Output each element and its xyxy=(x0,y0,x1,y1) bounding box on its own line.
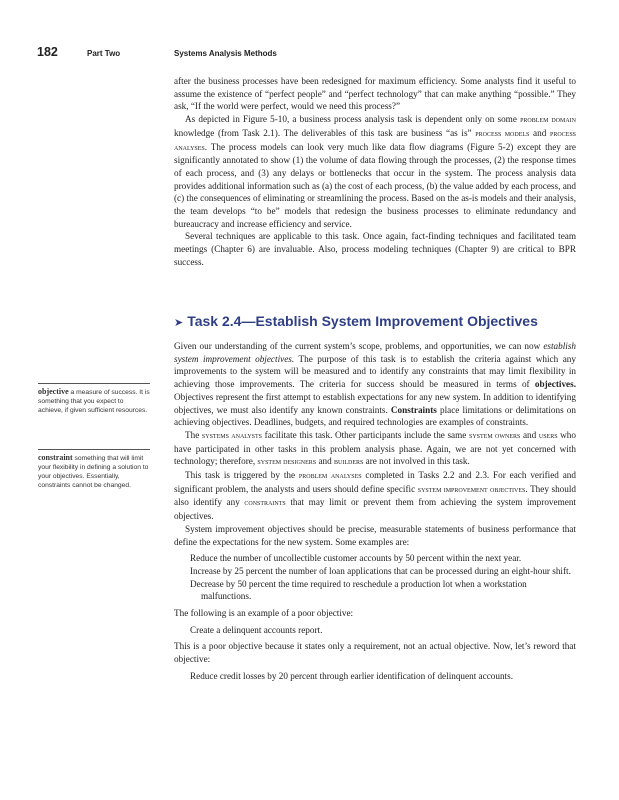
poor-example xyxy=(174,624,576,637)
definition-term: constraint xyxy=(38,453,73,462)
paragraph: Several techniques are applicable to this task. Once again, fact-finding techniques and facilitated team meetings (Chapter 6) are invaluable. Also, process modeling techniques (Chapter 9) are critical to BPR success. xyxy=(174,231,576,267)
paragraph: The following is an example of a poor objective: xyxy=(174,608,354,619)
margin-definition xyxy=(38,449,150,490)
paragraph: As depicted in Figure 5-10, a business process analysis task is dependent only on some problem domain knowledge (from Task 2.1). The deliverables of this task are business “as is” process models and process analyses. The process models can look very much like data flow diagrams (Figure 5-2) except they are significantly annotated to show (1) the volume of data flowing through the processes, (2) the response times of each process, and (3) any delays or bottlenecks that occur in the system. The process analysis data provides additional information such as (a) the cost of each process, (b) the value added by each process, and (c) the consequences of eliminating or streamlining the process. Based on the as-is models and their analysis, the team develops “to be” models that redesign the business processes to eliminate redundancy and bureaucracy and increase efficiency and service. xyxy=(174,114,576,229)
top-text xyxy=(174,75,576,269)
list-item: Create a delinquent accounts report. xyxy=(190,624,323,635)
definition-text: something that will limit your flexibility in defining a solution to your objectives. Essentially, constraints cannot be changed. xyxy=(38,455,149,489)
paragraph: System improvement objectives should be precise, measurable statements of business performance that define the expectations for the new system. Some examples are: xyxy=(174,523,576,547)
examples-list xyxy=(174,552,576,603)
body-text xyxy=(174,340,576,687)
section-title: Systems Analysis Methods xyxy=(174,49,277,58)
paragraph: This is a poor objective because it states only a requirement, not an actual objective. Now, let’s reword that objective: xyxy=(174,641,576,665)
good-example xyxy=(174,670,576,683)
section-heading: ➤ Task 2.4—Establish System Improvement Objectives xyxy=(174,313,538,329)
page-number: 182 xyxy=(37,45,58,59)
list-item: Reduce the number of uncollectible customer accounts by 50 percent within the next year. xyxy=(190,553,522,564)
list-item: Reduce credit losses by 20 percent through earlier identification of delinquent accounts. xyxy=(190,670,513,681)
definition-term: objective xyxy=(38,387,69,396)
paragraph: Given our understanding of the current system’s scope, problems, and opportunities, we can now establish system improvement objectives. The purpose of this task is to establish the criteria against which any improvements to the system will be measured and to identify any constraints that may limit flexibility in achieving those improvements. The criteria for success should be measured in terms of objectives. Objectives represent the first attempt to establish expectations for any new system. In addition to identifying objectives, we must also identify any known constraints. Constraints place limitations or delimitations on achieving objectives. Deadlines, budgets, and required technologies are examples of constraints. xyxy=(174,341,576,428)
margin-definition xyxy=(38,383,150,415)
definition-text: a measure of success. It is something that you expect to achieve, if given sufficient resources. xyxy=(38,389,150,414)
list-item: Increase by 25 percent the number of loan applications that can be processed during an eight-hour shift. xyxy=(190,565,571,576)
paragraph: after the business processes have been redesigned for maximum efficiency. Some analysts find it useful to assume the existence of “perfect people” and “perfect technology” that can make anything “possible.” They ask, “If the world were perfect, would we need this process?” xyxy=(174,76,576,112)
paragraph: The systems analysts facilitate this task. Other participants include the same system owners and users who have participated in other tasks in this problem analysis phase. Again, we are not yet concerned with technology; therefore, system designers and builders are not involved in this task. xyxy=(174,429,576,467)
part-label: Part Two xyxy=(87,49,121,58)
list-item: Decrease by 50 percent the time required to reschedule a production lot when a workstation malfunctions. xyxy=(190,578,527,602)
paragraph: This task is triggered by the problem analyses completed in Tasks 2.2 and 2.3. For each verified and significant problem, the analysts and users should define specific system improvement objectives. They should also identify any constraints that may limit or prevent them from achieving the system improvement objectives. xyxy=(174,470,577,522)
arrow-icon: ➤ xyxy=(174,317,184,329)
